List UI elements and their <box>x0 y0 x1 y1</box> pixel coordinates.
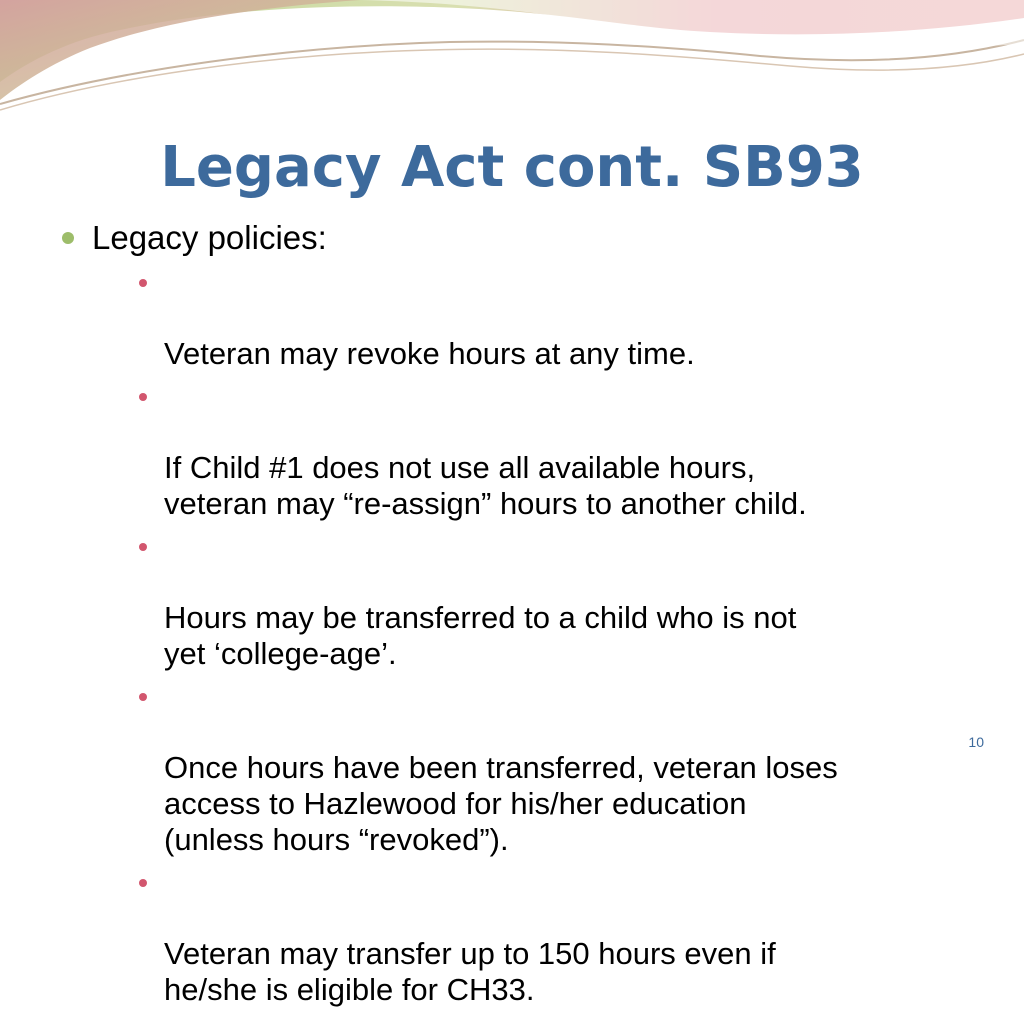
page-number: 10 <box>968 734 984 750</box>
level1-bullet-icon <box>62 232 74 244</box>
sub-bullet-icon <box>139 543 147 551</box>
sub-bullet-icon <box>139 393 147 401</box>
sub-bullet-item <box>164 378 984 522</box>
sub-bullet-item <box>164 264 984 372</box>
main-bullet-text: Legacy policies: <box>92 219 327 256</box>
slide-title: Legacy Act cont. SB93 <box>160 135 864 200</box>
sub-bullet-text: Once hours have been transferred, veteran loses access to Hazlewood for his/her education (unless hours “revoked”). <box>164 750 838 857</box>
sub-bullet-item <box>164 678 984 858</box>
sub-bullet-text: Veteran may revoke hours at any time. <box>164 336 695 371</box>
sub-bullet-icon <box>139 693 147 701</box>
sub-bullet-item <box>164 528 984 672</box>
header-swoosh-ornament <box>0 0 1024 120</box>
sub-bullet-text: Hours may be transferred to a child who is not yet ‘college-age’. <box>164 600 797 671</box>
sub-bullet-icon <box>139 879 147 887</box>
sub-bullet-list <box>164 264 984 1014</box>
sub-bullet-text: Veteran may transfer up to 150 hours even if he/she is eligible for CH33. <box>164 936 776 1007</box>
sub-bullet-icon <box>139 279 147 287</box>
sub-bullet-item <box>164 864 984 1008</box>
sub-bullet-text: If Child #1 does not use all available hours, veteran may “re-assign” hours to another child. <box>164 450 807 521</box>
